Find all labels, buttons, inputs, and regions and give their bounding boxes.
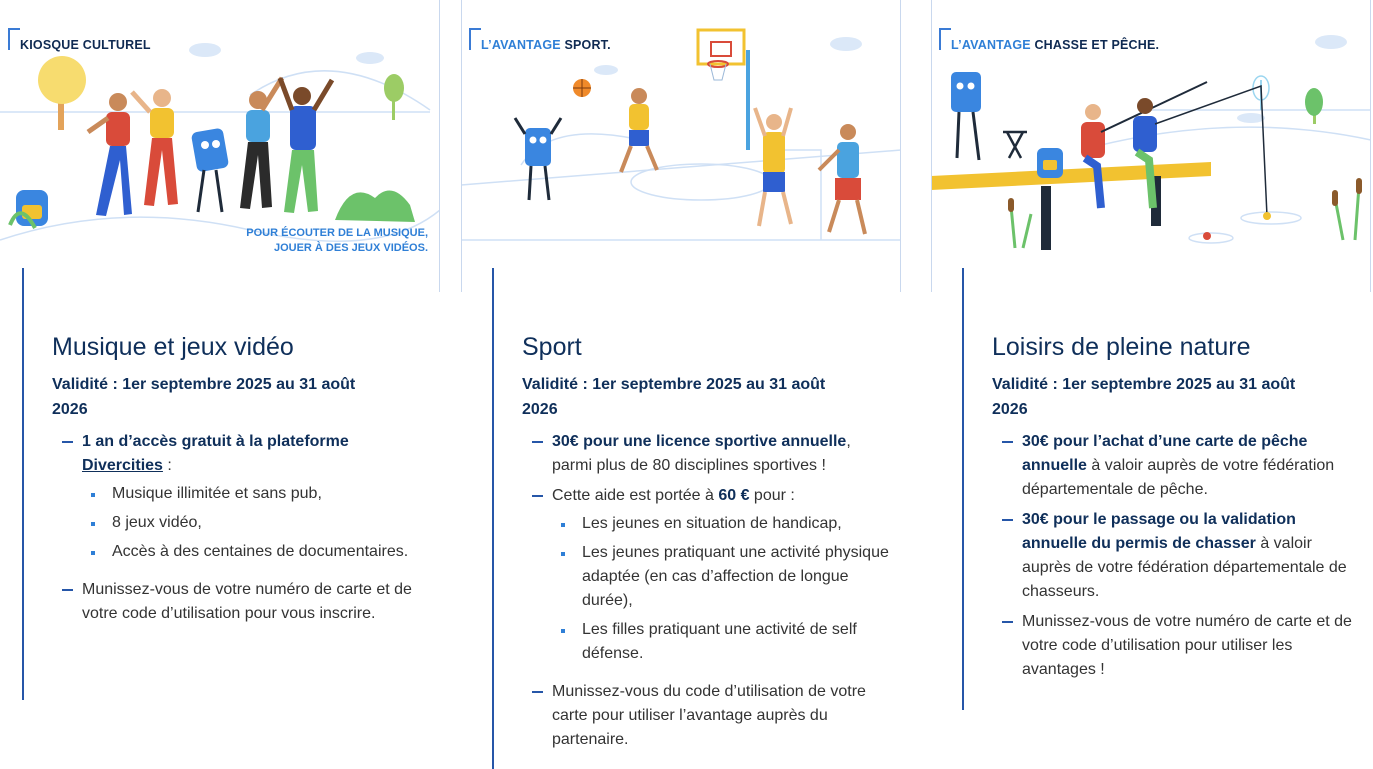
card-sport — [461, 0, 901, 769]
card-rule — [492, 268, 494, 769]
title-bracket — [8, 28, 20, 50]
validity-text: Validité : 1er septembre 2025 au 31 août 2026 — [992, 376, 1296, 418]
illustration-kiosque — [0, 0, 440, 292]
card-content — [52, 330, 422, 632]
sub-item: Les jeunes en situation de handicap, — [552, 512, 892, 536]
sub-item: Musique illimitée et sans pub, — [82, 482, 422, 506]
sub-list — [82, 482, 422, 564]
benefit-item: 30€ pour l’achat d’une carte de pêche annuelle à valoir auprès de votre fédération départementale de pêche. — [992, 430, 1362, 502]
benefit-item: 1 an d’accès gratuit à la plateforme Divercities : Musique illimitée et sans pub, 8 jeux vidéo, Accès à des centaines de documentaires. — [52, 430, 422, 564]
benefit-list — [52, 430, 422, 626]
illustration-title: L’AVANTAGE SPORT. — [481, 38, 611, 52]
validity-text: Validité : 1er septembre 2025 au 31 août 2026 — [52, 376, 356, 418]
benefit-item: 30€ pour le passage ou la validation annuelle du permis de chasser à valoir auprès de votre fédération départementale de chasseurs. — [992, 508, 1362, 604]
card-heading: Loisirs de pleine nature — [992, 333, 1251, 361]
benefit-list — [522, 430, 892, 752]
card-content — [992, 330, 1362, 688]
benefit-item: Munissez-vous du code d’utilisation de votre carte pour utiliser l’avantage auprès du partenaire. — [522, 680, 892, 752]
divercities-link[interactable]: Divercities — [82, 457, 163, 474]
validity-text: Validité : 1er septembre 2025 au 31 août 2026 — [522, 376, 826, 418]
card-rule — [22, 268, 24, 700]
card-heading: Sport — [522, 333, 582, 361]
title-bracket — [469, 28, 481, 50]
illustration-title: L’AVANTAGE CHASSE ET PÊCHE. — [951, 38, 1160, 52]
sub-item: Accès à des centaines de documentaires. — [82, 540, 422, 564]
title-bracket — [939, 28, 951, 50]
illustration-chasse-peche — [931, 0, 1371, 292]
card-chasse-peche — [931, 0, 1371, 769]
benefit-item: Munissez-vous de votre numéro de carte et de votre code d’utilisation pour utiliser les avantages ! — [992, 610, 1362, 682]
card-kiosque-culturel — [0, 0, 440, 769]
illustration-title: KIOSQUE CULTUREL — [20, 38, 151, 52]
sub-list — [552, 512, 892, 666]
sub-item: Les filles pratiquant une activité de self défense. — [552, 618, 892, 666]
card-content — [522, 330, 892, 758]
benefit-list — [992, 430, 1362, 682]
sub-item: Les jeunes pratiquant une activité physique adaptée (en cas d’affection de longue durée), — [552, 541, 892, 613]
sub-item: 8 jeux vidéo, — [82, 511, 422, 535]
illustration-caption: POUR ÉCOUTER DE LA MUSIQUE, JOUER À DES JEUX VIDÉOS. — [246, 227, 428, 254]
card-rule — [962, 268, 964, 710]
benefit-item: Munissez-vous de votre numéro de carte et de votre code d’utilisation pour vous inscrire. — [52, 578, 422, 626]
benefit-item: 30€ pour une licence sportive annuelle, parmi plus de 80 disciplines sportives ! — [522, 430, 892, 478]
benefit-item: Cette aide est portée à 60 € pour : Les jeunes en situation de handicap, Les jeunes pratiquant une activité physique adaptée (en cas d’affection de longue durée), Les filles pratiquant une activité de self défense. — [522, 484, 892, 666]
illustration-sport — [461, 0, 901, 292]
card-heading: Musique et jeux vidéo — [52, 333, 294, 361]
